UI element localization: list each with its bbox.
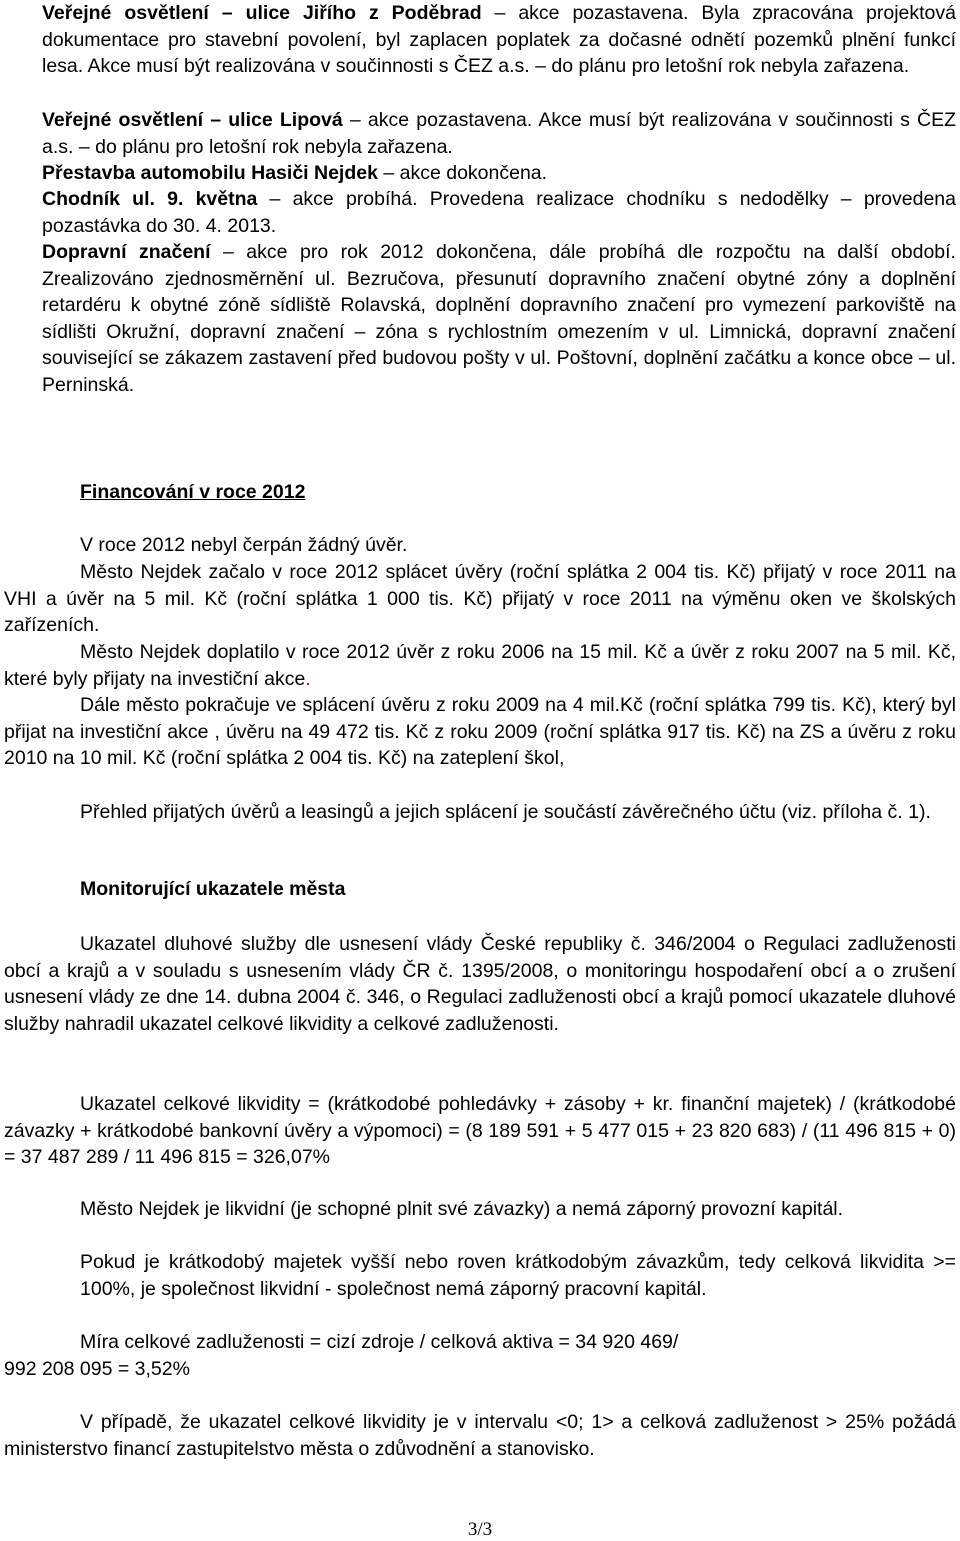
debt-ratio-result: 992 208 095 = 3,52% [4,1358,190,1380]
financing-paragraph: V roce 2012 nebyl čerpán žádný úvěr. [80,534,408,556]
project-title: Chodník ul. 9. května [42,188,258,210]
project-text: – akce pozastavena. Byla zpracována projektová dokumentace pro stavební povolení, byl zaplacen poplatek za dočasné odnětí pozemků plnění funkcí lesa. Akce musí být realizována v součinnosti s ČEZ a.s. – do plánu pro letošní rok nebyla zařazena. [42,2,956,78]
financing-paragraph: Město Nejdek začalo v roce 2012 splácet úvěry (roční splátka 2 004 tis. Kč) přijatý v roce 2011 na VHI a úvěr na 5 mil. Kč (roční splátka 1 000 tis. Kč) přijatý v roce 2011 na výměnu oken ve školských zařízeních. [4,561,956,637]
indicators-paragraph: Ukazatel dluhové služby dle usnesení vlády České republiky č. 346/2004 o Regulaci zadluženosti obcí a krajů a v souladu s usnesením vlády ČR č. 1395/2008, o monitoringu hospodaření obcí a o zrušení usnesení vlády ze dne 14. dubna 2004 č. 346, o Regulaci zadluženosti obcí a krajů pomocí ukazatele dluhové služby nahradil ukazatel celkové likvidity a celkové zadluženosti. [4,933,956,1035]
project-item [42,186,956,239]
financing-heading: Financování v roce 2012 [80,481,306,503]
page-number: 3/3 [467,1519,493,1540]
project-title: Přestavba automobilu Hasiči Nejdek [42,162,378,184]
indicators-paragraph: V případě, že ukazatel celkové likvidity je v intervalu <0; 1> a celková zadluženost > 25% požádá ministerstvo financí zastupitelstvo města o zdůvodnění a stanovisko. [4,1411,956,1460]
project-text: – akce dokončena. [377,162,548,184]
project-item [42,160,956,187]
project-item [42,239,956,399]
project-text: – akce probíhá. Provedena realizace chodníku s nedodělky – provedena pozastávka do 30. 4. 2013. [42,188,956,237]
liquidity-formula: Ukazatel celkové likvidity = (krátkodobé pohledávky + zásoby + kr. finanční majetek) / (krátkodobé závazky + krátkodobé bankovní úvěry a výpomoci) = (8 189 591 + 5 477 015 + 23 820 683) / (11 496 815 + 0) = 37 487 289 / 11 496 815 = 326,07% [4,1093,956,1169]
project-title: Veřejné osvětlení – ulice Lipová [42,109,343,131]
liquidity-statement: Město Nejdek je likvidní (je schopné plnit své závazky) a nemá záporný provozní kapitál. [80,1198,844,1220]
project-item [42,0,956,80]
financing-paragraph: Dále město pokračuje ve splácení úvěru z roku 2009 na 4 mil.Kč (roční splátka 799 tis. Kč), který byl přijat na investiční akce , úvěru na 49 472 tis. Kč z roku 2009 (roční splátka 917 tis. Kč) na ZS a úvěru z roku 2010 na 10 mil. Kč (roční splátka 2 004 tis. Kč) na zateplení škol, [4,694,956,770]
project-title: Veřejné osvětlení – ulice Jiřího z Poděbrad [42,2,482,24]
indicators-heading: Monitorující ukazatele města [80,878,346,900]
project-title: Dopravní značení [42,241,211,263]
financing-paragraph: Přehled přijatých úvěrů a leasingů a jejich splácení je součástí závěrečného účtu (viz. příloha č. 1). [80,801,931,823]
liquidity-explanation: Pokud je krátkodobý majetek vyšší nebo roven krátkodobým závazkům, tedy celková likvidita >= 100%, je společnost likvidní - společnost nemá záporný pracovní kapitál. [80,1251,956,1300]
financing-paragraph: Město Nejdek doplatilo v roce 2012 úvěr z roku 2006 na 15 mil. Kč a úvěr z roku 2007 na 5 mil. Kč, které byly přijaty na investiční akce. [4,641,956,690]
project-text: – akce pro rok 2012 dokončena, dále probíhá dle rozpočtu na další období. Zrealizováno zjednosměrnění ul. Bezručova, přesunutí dopravního značení obytné zóny a doplnění retardéru k obytné zóně sídliště Rolavská, doplnění dopravního značení pro vymezení parkoviště na sídlišti Okružní, dopravní značení – zóna s rychlostním omezením v ul. Limnická, dopravní značení související se zákazem zastavení před budovou pošty v ul. Poštovní, doplnění začátku a konce obce – ul. Perninská. [42,241,956,396]
debt-ratio-formula: Míra celkové zadluženosti = cizí zdroje / celková aktiva = 34 920 469/ [80,1331,679,1353]
project-item [42,107,956,160]
project-text: – akce pozastavena. Akce musí být realizována v součinnosti s ČEZ a.s. – do plánu pro letošní rok nebyla zařazena. [42,109,956,158]
